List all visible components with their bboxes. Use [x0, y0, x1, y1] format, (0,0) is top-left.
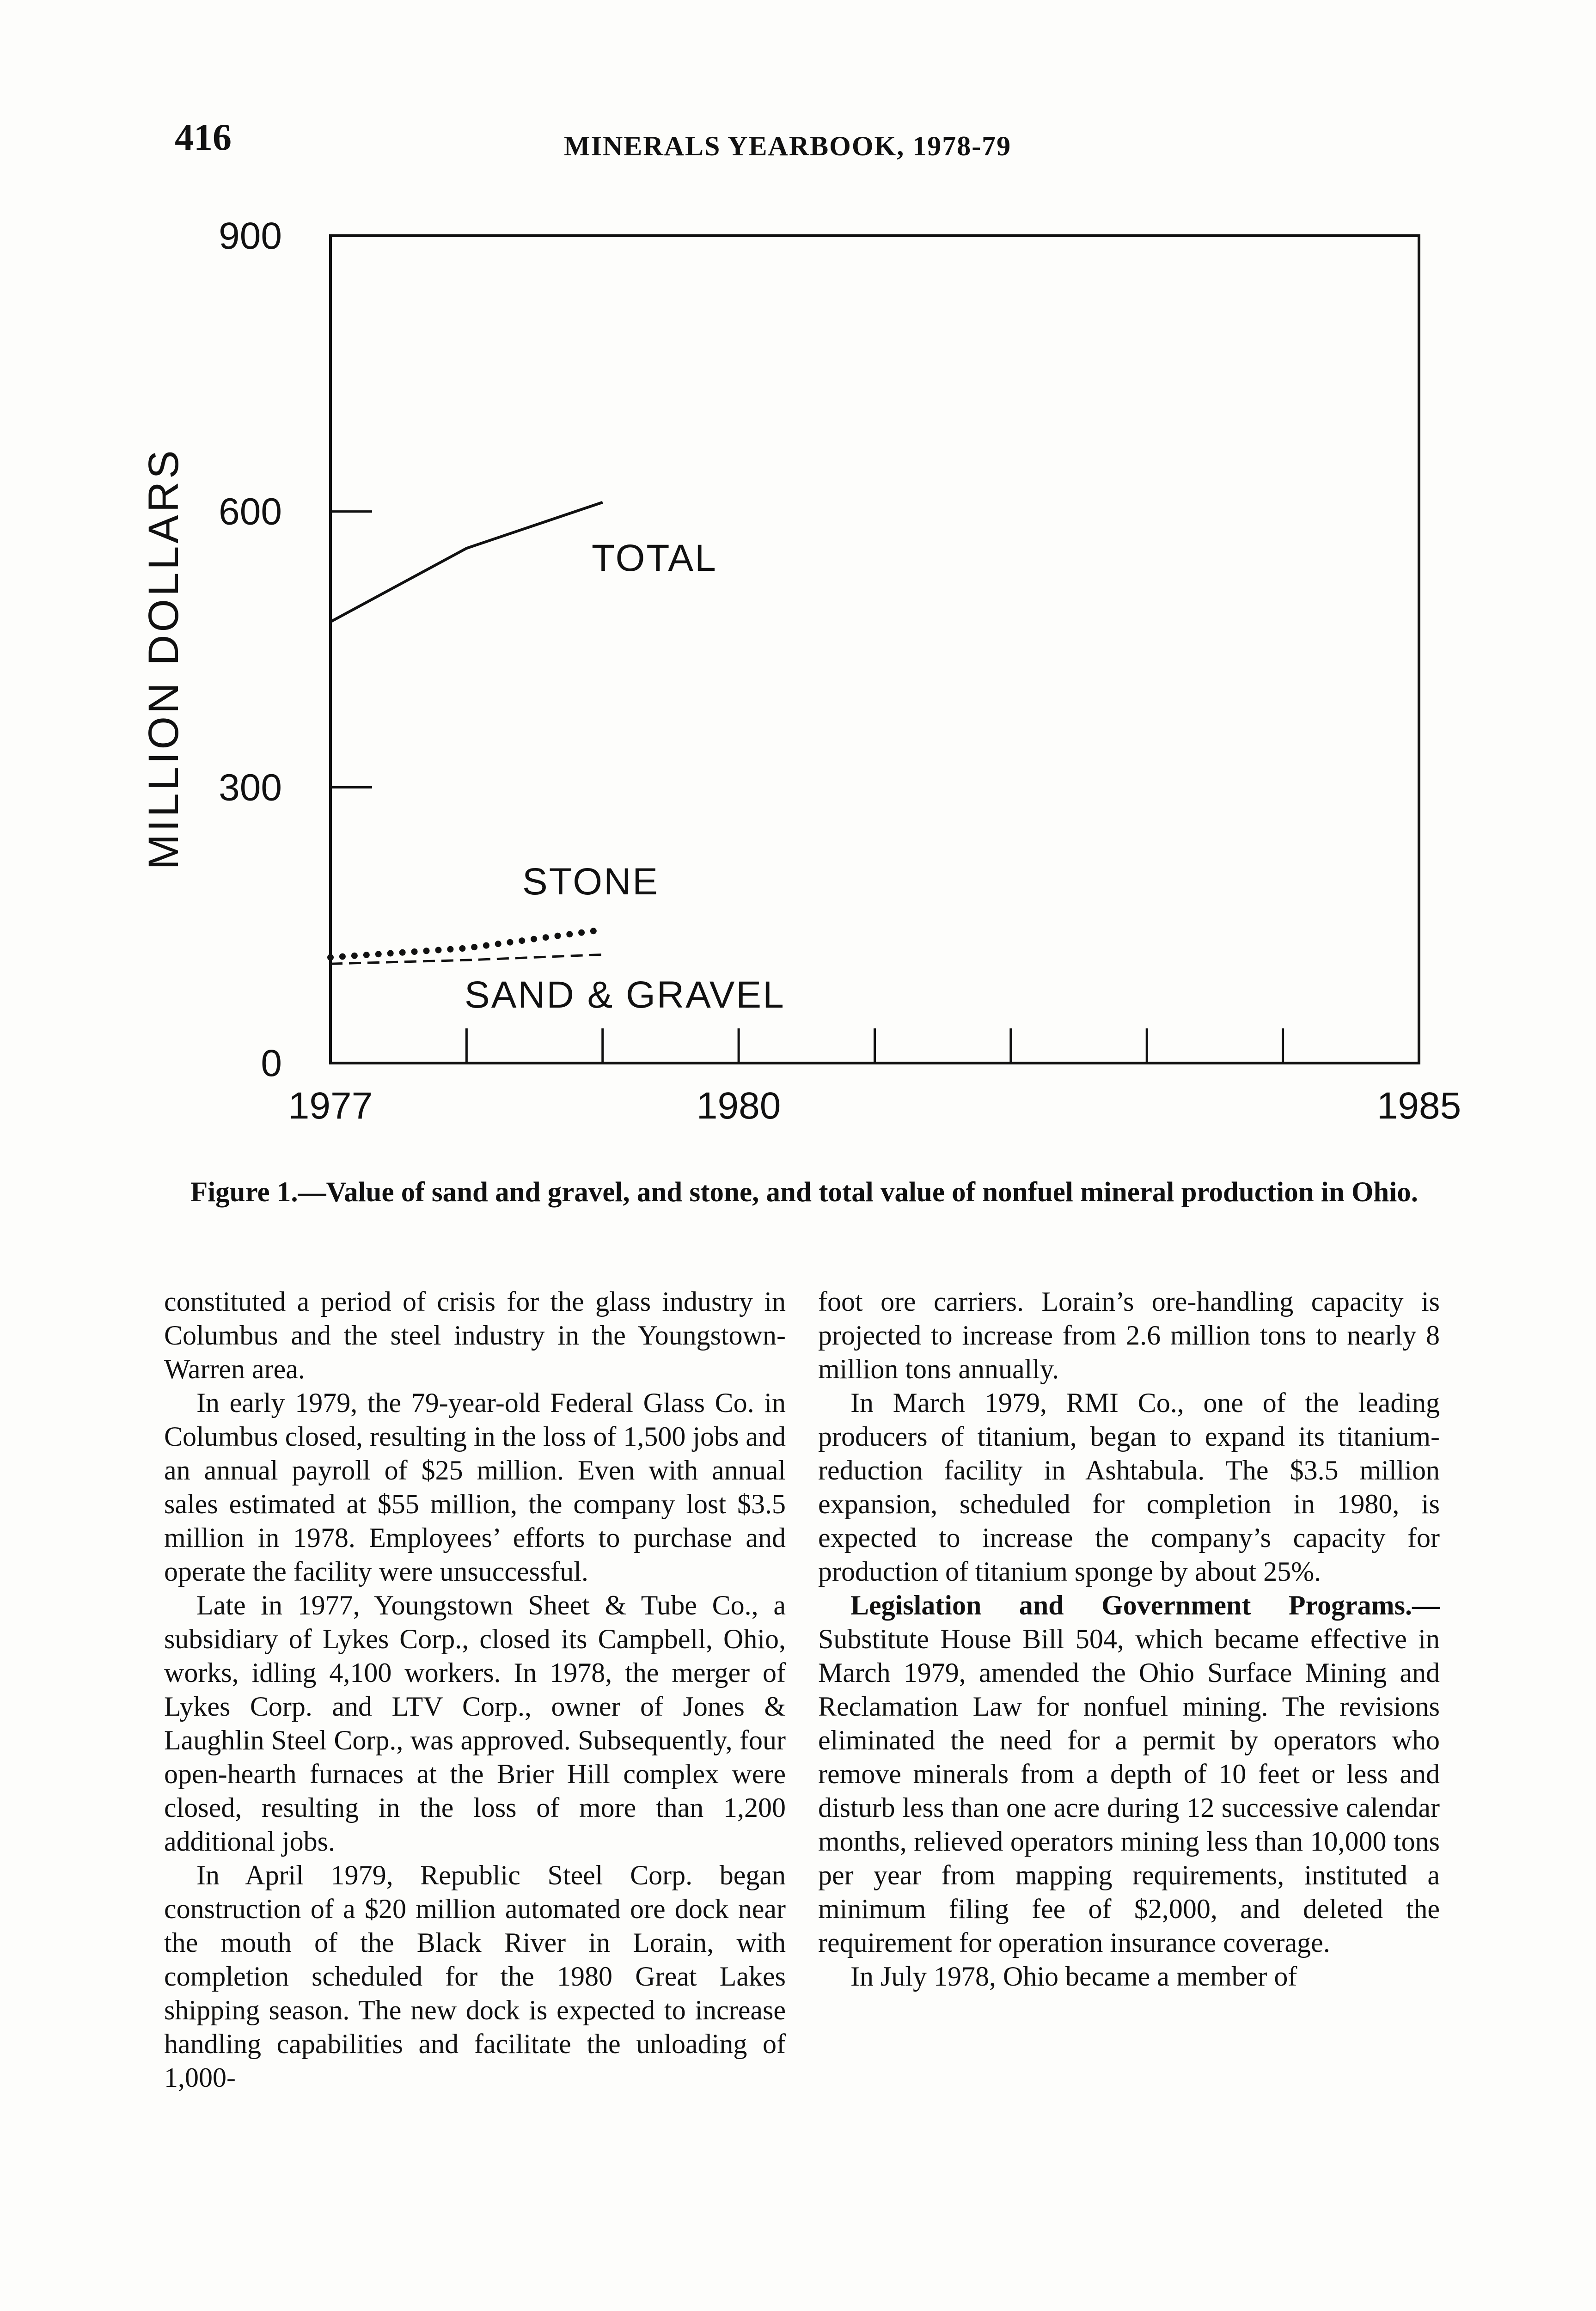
paragraph: foot ore carriers. Lorain’s ore-handling capacity is projected to increase from 2.6 million tons to nearly 8 million tons annually.: [818, 1286, 1440, 1384]
running-title: MINERALS YEARBOOK, 1978-79: [564, 131, 1012, 161]
y-axis-label: MILLION DOLLARS: [140, 447, 187, 870]
series-line-stone: [330, 930, 603, 958]
series-label: SAND & GRAVEL: [465, 974, 785, 1016]
figure-caption: Figure 1.—Value of sand and gravel, and stone, and total value of nonfuel mineral production in Ohio.: [190, 1177, 1419, 1208]
y-tick-label: 0: [261, 1042, 282, 1084]
x-tick-label: 1977: [288, 1085, 373, 1127]
paragraph: [818, 1589, 1440, 1960]
series-line-sand-gravel: [330, 954, 603, 964]
series-label: STONE: [522, 861, 659, 903]
section-heading: Legislation and Government Programs.—: [850, 1590, 1440, 1620]
paragraph-text: Substitute House Bill 504, which became effective in March 1979, amended the Ohio Surface Mining and Reclamation Law for nonfuel mining. The revisions eliminated the need for a permit by operators who remove minerals from a depth of 10 feet or less and disturb less than one acre during 12 successive calendar months, relieved operators mining less than 10,000 tons per year from mapping requirements, instituted a minimum filing fee of $2,000, and deleted the requirement for operation insurance coverage.: [818, 1624, 1440, 1958]
page-number: 416: [175, 116, 232, 158]
plot-border: [330, 236, 1419, 1063]
paragraph: In early 1979, the 79-year-old Federal Glass Co. in Columbus closed, resulting in the loss of 1,500 jobs and an annual payroll of $25 million. Even with annual sales estimated at $55 million, the company lost $3.5 million in 1978. Employees’ efforts to purchase and operate the facility were unsuccessful.: [164, 1388, 786, 1587]
paragraph: constituted a period of crisis for the glass industry in Columbus and the steel industry in the Youngstown-Warren area.: [164, 1286, 786, 1384]
paragraph: In April 1979, Republic Steel Corp. began construction of a $20 million automated ore dock near the mouth of the Black River in Lorain, with completion scheduled for the 1980 Great Lakes shipping season. The new dock is expected to increase handling capabilities and facilitate the unloading of 1,000-: [164, 1860, 786, 2093]
y-tick-label: 900: [219, 215, 282, 257]
x-tick-label: 1980: [696, 1085, 781, 1127]
paragraph: Late in 1977, Youngstown Sheet & Tube Co., a subsidiary of Lykes Corp., closed its Campbell, Ohio, works, idling 4,100 workers. In 1978, the merger of Lykes Corp. and LTV Corp., owner of Jones & Laughlin Steel Corp., was approved. Subsequently, four open-hearth furnaces at the Brier Hill complex were closed, resulting in the loss of more than 1,200 additional jobs.: [164, 1590, 786, 1857]
paragraph: In July 1978, Ohio became a member of: [850, 1961, 1297, 1992]
paragraph: In March 1979, RMI Co., one of the leading producers of titanium, began to expand its titanium-reduction facility in Ashtabula. The $3.5 million expansion, scheduled for completion in 1980, is expected to increase the company’s capacity for production of titanium sponge by about 25%.: [818, 1388, 1440, 1587]
x-tick-label: 1985: [1376, 1085, 1461, 1127]
series-line-total: [330, 502, 603, 622]
column-left: [164, 1285, 786, 2095]
series-label: TOTAL: [592, 537, 717, 579]
column-right: [818, 1285, 1440, 1993]
y-tick-label: 600: [219, 490, 282, 533]
y-tick-label: 300: [219, 766, 282, 809]
